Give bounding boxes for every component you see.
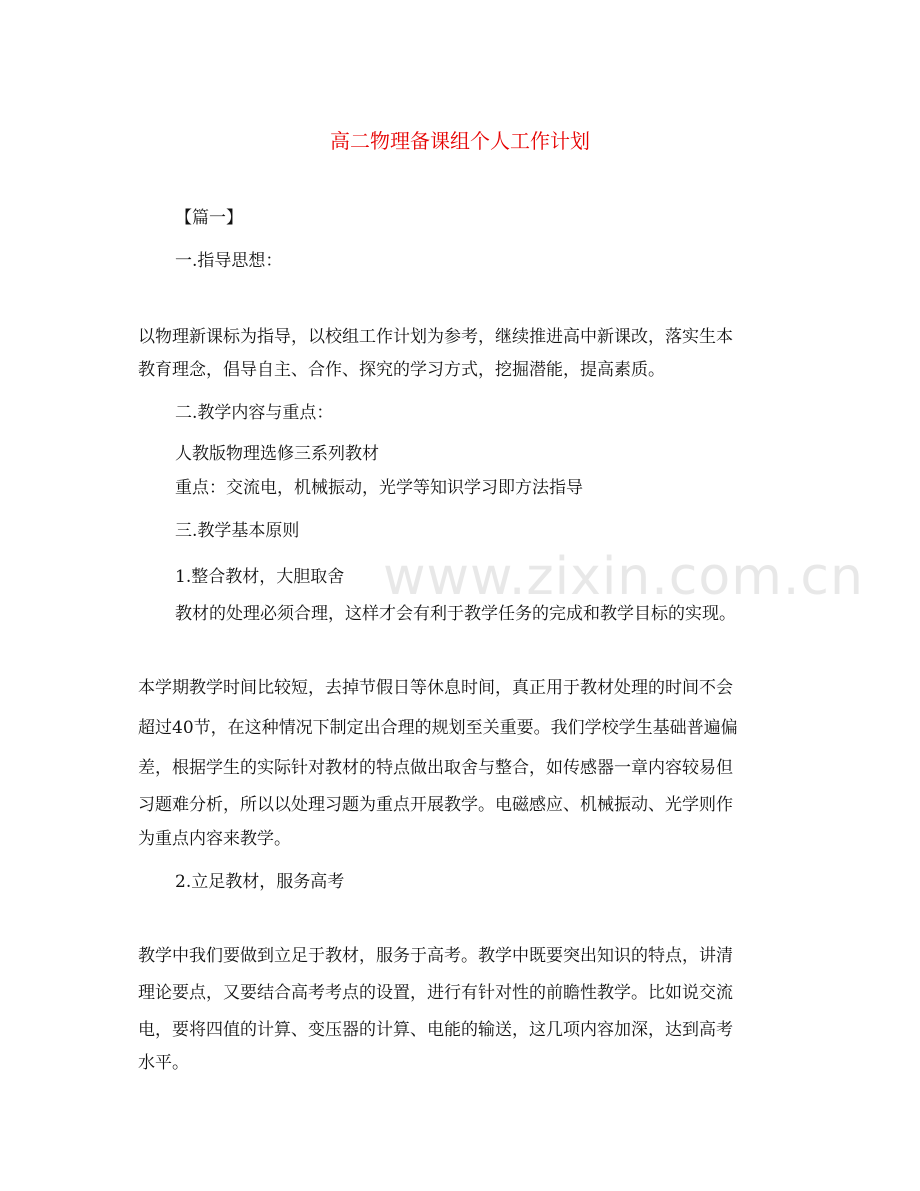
heading-guiding-thought: 一.指导思想： (175, 251, 283, 271)
sub-heading-text: 教材的处理必须合理，这样才会有利于教学任务的完成和教学目标的实现。 (175, 604, 736, 624)
heading-principles: 三.教学基本原则 (175, 521, 300, 541)
document-title: 高二物理备课组个人工作计划 (330, 129, 590, 153)
paragraph-line: 以物理新课标为指导，以校组工作计划为参考，继续推进高中新课改，落实生本 (138, 327, 733, 347)
paragraph-line: 理论要点，又要结合高考考点的设置，进行有针对性的前瞻性教学。比如说交流 (138, 983, 733, 1003)
paragraph-line: 习题难分析，所以以处理习题为重点开展教学。电磁感应、机械振动、光学则作 (138, 795, 733, 815)
section-label: 【篇一】 (175, 208, 243, 228)
watermark: www.zixin.com.cn (383, 547, 864, 607)
sub-heading-exam: 2.立足教材，服务高考 (175, 872, 345, 892)
paragraph-line: 教育理念，倡导自主、合作、探究的学习方式，挖掘潜能，提高素质。 (138, 360, 665, 380)
paragraph-line: 超过40节，在这种情况下制定出合理的规划至关重要。我们学校学生基础普遍偏 (138, 718, 738, 738)
sub-heading-integrate: 1.整合教材，大胆取舍 (175, 567, 345, 587)
focus-line: 重点：交流电，机械振动，光学等知识学习即方法指导 (175, 478, 583, 498)
paragraph-line: 教学中我们要做到立足于教材，服务于高考。教学中既要突出知识的特点，讲清 (138, 946, 733, 966)
paragraph-line: 差，根据学生的实际针对教材的特点做出取舍与整合，如传感器一章内容较易但 (138, 758, 733, 778)
paragraph-line: 为重点内容来教学。 (138, 829, 291, 849)
paragraph-line: 水平。 (138, 1053, 189, 1073)
heading-content-focus: 二.教学内容与重点： (175, 403, 334, 423)
content-line: 人教版物理选修三系列教材 (175, 444, 379, 464)
paragraph-line: 本学期教学时间比较短，去掉节假日等休息时间，真正用于教材处理的时间不会 (138, 678, 733, 698)
paragraph-line: 电，要将四值的计算、变压器的计算、电能的输送，这几项内容加深，达到高考 (138, 1020, 733, 1040)
